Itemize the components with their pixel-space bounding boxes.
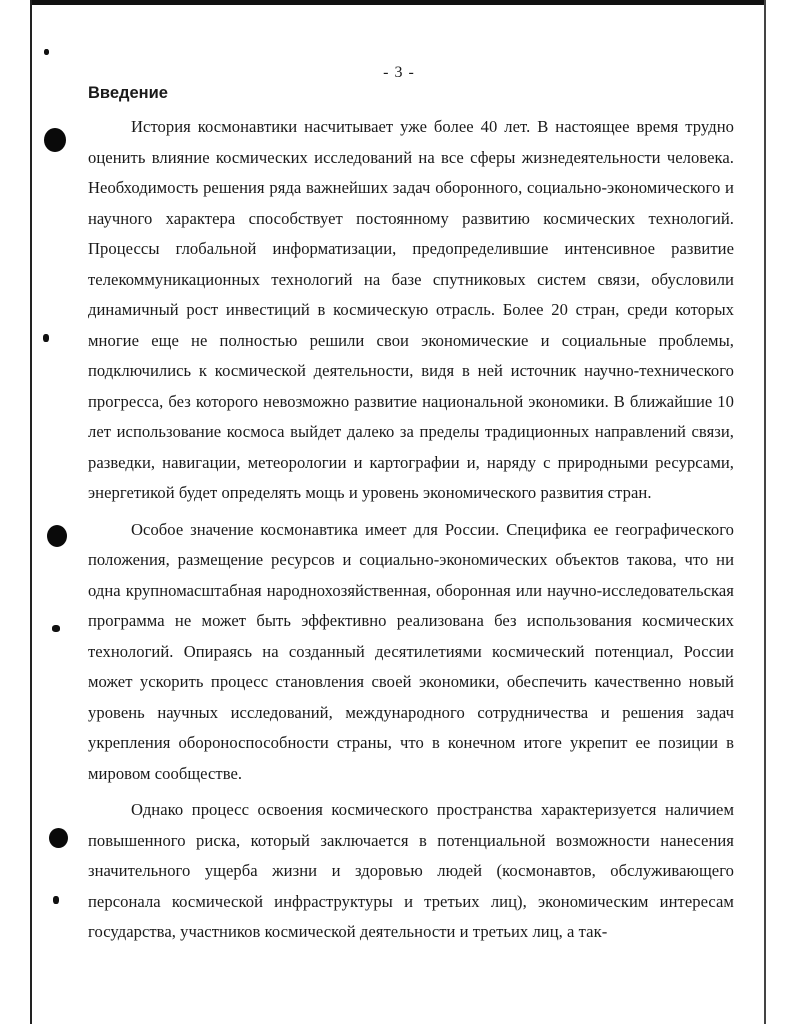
punch-hole-2	[47, 525, 67, 547]
scan-edge-right	[764, 0, 766, 1024]
scan-speck-2	[43, 334, 49, 342]
scan-edge-left	[30, 0, 32, 1024]
section-heading: Введение	[88, 84, 168, 102]
scan-speck-1	[44, 49, 49, 55]
punch-hole-1	[44, 128, 66, 152]
scan-speck-3	[52, 625, 60, 632]
scan-edge-top	[30, 0, 766, 5]
paragraph-1: История космонавтики насчитывает уже более 40 лет. В настоящее время трудно оценить влияние космических исследований на все сферы жизнедеятельности человека. Необходимость решения ряда важнейших задач оборонного, социально-экономического и научного характера способствует постоянному развитию космических технологий. Процессы глобальной информатизации, предопределившие интенсивное развитие телекоммуникационных технологий на базе спутниковых систем связи, обусловили динамичный рост инвестиций в космическую отрасль. Более 20 стран, среди которых многие еще не полностью решили свои экономические и социальные проблемы, подключились к космической деятельности, видя в ней источник научно-технического прогресса, без которого невозможно развитие национальной экономики. В ближайшие 10 лет использование космоса выйдет далеко за пределы традиционных направлений связи, разведки, навигации, метеорологии и картографии и, наряду с природными ресурсами, энергетикой будет определять мощь и уровень экономического развития стран.	[88, 117, 734, 502]
page-number: - 3 -	[383, 64, 415, 81]
body-text	[88, 112, 734, 948]
paragraph-3: Однако процесс освоения космического пространства характеризуется наличием повышенного риска, который заключается в потенциальной возможности нанесения значительного ущерба жизни и здоровью людей (космонавтов, обслуживающего персонала космической инфраструктуры и третьих лиц), экономическим интересам государства, участников космической деятельности и третьих лиц, а так-	[88, 800, 734, 941]
paragraph-2: Особое значение космонавтика имеет для России. Специфика ее географического положения, размещение ресурсов и социально-экономических объектов такова, что ни одна крупномасштабная народнохозяйственная, оборонная или научно-исследовательская программа не может быть эффективно реализована без использования космических технологий. Опираясь на созданный десятилетиями космический потенциал, России может ускорить процесс становления своей экономики, обеспечить качественно новый уровень научных исследований, международного сотрудничества и решения задач укрепления обороноспособности страны, что в конечном итоге укрепит ее позиции в мировом сообществе.	[88, 519, 734, 783]
punch-hole-3	[49, 828, 68, 848]
scan-speck-4	[53, 896, 59, 904]
